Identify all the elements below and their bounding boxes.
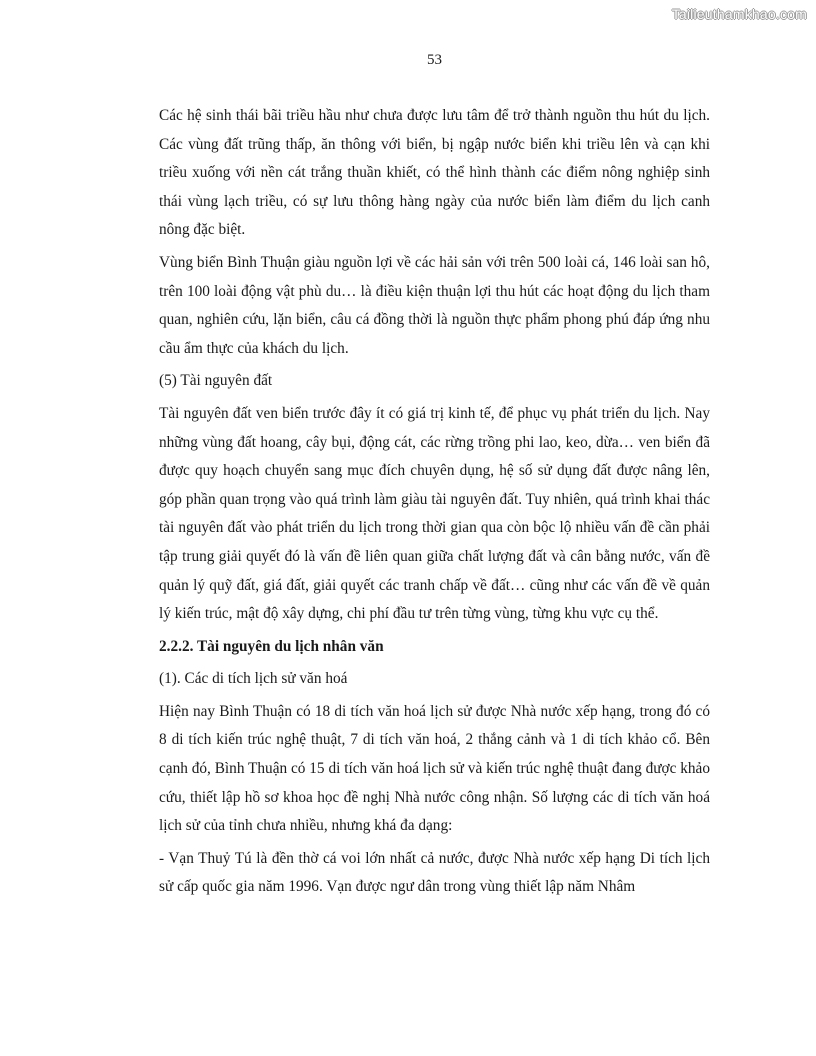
page-number: 53	[427, 52, 442, 68]
document-body	[159, 102, 710, 906]
paragraph-tidal-ecosystems: Các hệ sinh thái bãi triều hầu như chưa được lưu tâm để trở thành nguồn thu hút du lịch. Các vùng đất trũng thấp, ăn thông với biển, bị ngập nước biển khi triều lên và cạn khi triều xuống với nền cát trắng thuần khiết, có thể hình thành các điểm nông nghiệp sinh thái vùng lạch triều, có sự lưu thông hàng ngày của nước biển làm điểm du lịch canh nông đặc biệt.	[159, 107, 710, 239]
subheading-land-resources: (5) Tài nguyên đất	[159, 372, 273, 390]
subheading-historical-relics: (1). Các di tích lịch sử văn hoá	[159, 670, 348, 688]
paragraph-van-thuy-tu: - Vạn Thuỷ Tú là đền thờ cá voi lớn nhất cả nước, được Nhà nước xếp hạng Di tích lịch sử cấp quốc gia năm 1996. Vạn được ngư dân trong vùng thiết lập năm Nhâm	[159, 849, 710, 896]
paragraph-historical-relics: Hiện nay Bình Thuận có 18 di tích văn hoá lịch sử được Nhà nước xếp hạng, trong đó có 8 di tích kiến trúc nghệ thuật, 7 di tích văn hoá, 2 thắng cảnh và 1 di tích khảo cổ. Bên cạnh đó, Bình Thuận có 15 di tích văn hoá lịch sử và kiến trúc nghệ thuật đang được khảo cứu, thiết lập hồ sơ khoa học đề nghị Nhà nước công nhận. Số lượng các di tích văn hoá lịch sử của tỉnh chưa nhiều, nhưng khá đa dạng:	[159, 702, 710, 835]
paragraph-land-resources: Tài nguyên đất ven biển trước đây ít có giá trị kinh tế, để phục vụ phát triển du lịch. Nay những vùng đất hoang, cây bụi, động cát, các rừng trồng phi lao, keo, dừa… ven biển đã được quy hoạch chuyển sang mục đích chuyên dụng, hệ số sử dụng đất được nâng lên, góp phần quan trọng vào quá trình làm giàu tài nguyên đất. Tuy nhiên, quá trình khai thác tài nguyên đất vào phát triển du lịch trong thời gian qua còn bộc lộ nhiều vấn đề cần phải tập trung giải quyết đó là vấn đề liên quan giữa chất lượng đất và cân bằng nước, vấn đề quản lý quỹ đất, giá đất, giải quyết các tranh chấp về đất… cũng như các vấn đề về quản lý kiến trúc, mật độ xây dựng, chi phí đầu tư trên từng vùng, từng khu vực cụ thể.	[159, 404, 710, 623]
watermark: Tailieuthamkhao.com	[671, 6, 807, 22]
paragraph-marine-resources: Vùng biển Bình Thuận giàu nguồn lợi về các hải sản với trên 500 loài cá, 146 loài san hô, trên 100 loài động vật phù du… là điều kiện thuận lợi thu hút các hoạt động du lịch tham quan, nghiên cứu, lặn biển, câu cá đồng thời là nguồn thực phẩm phong phú đáp ứng nhu cầu ẩm thực của khách du lịch.	[159, 253, 710, 357]
section-heading-humanities-resources: 2.2.2. Tài nguyên du lịch nhân văn	[159, 637, 384, 655]
